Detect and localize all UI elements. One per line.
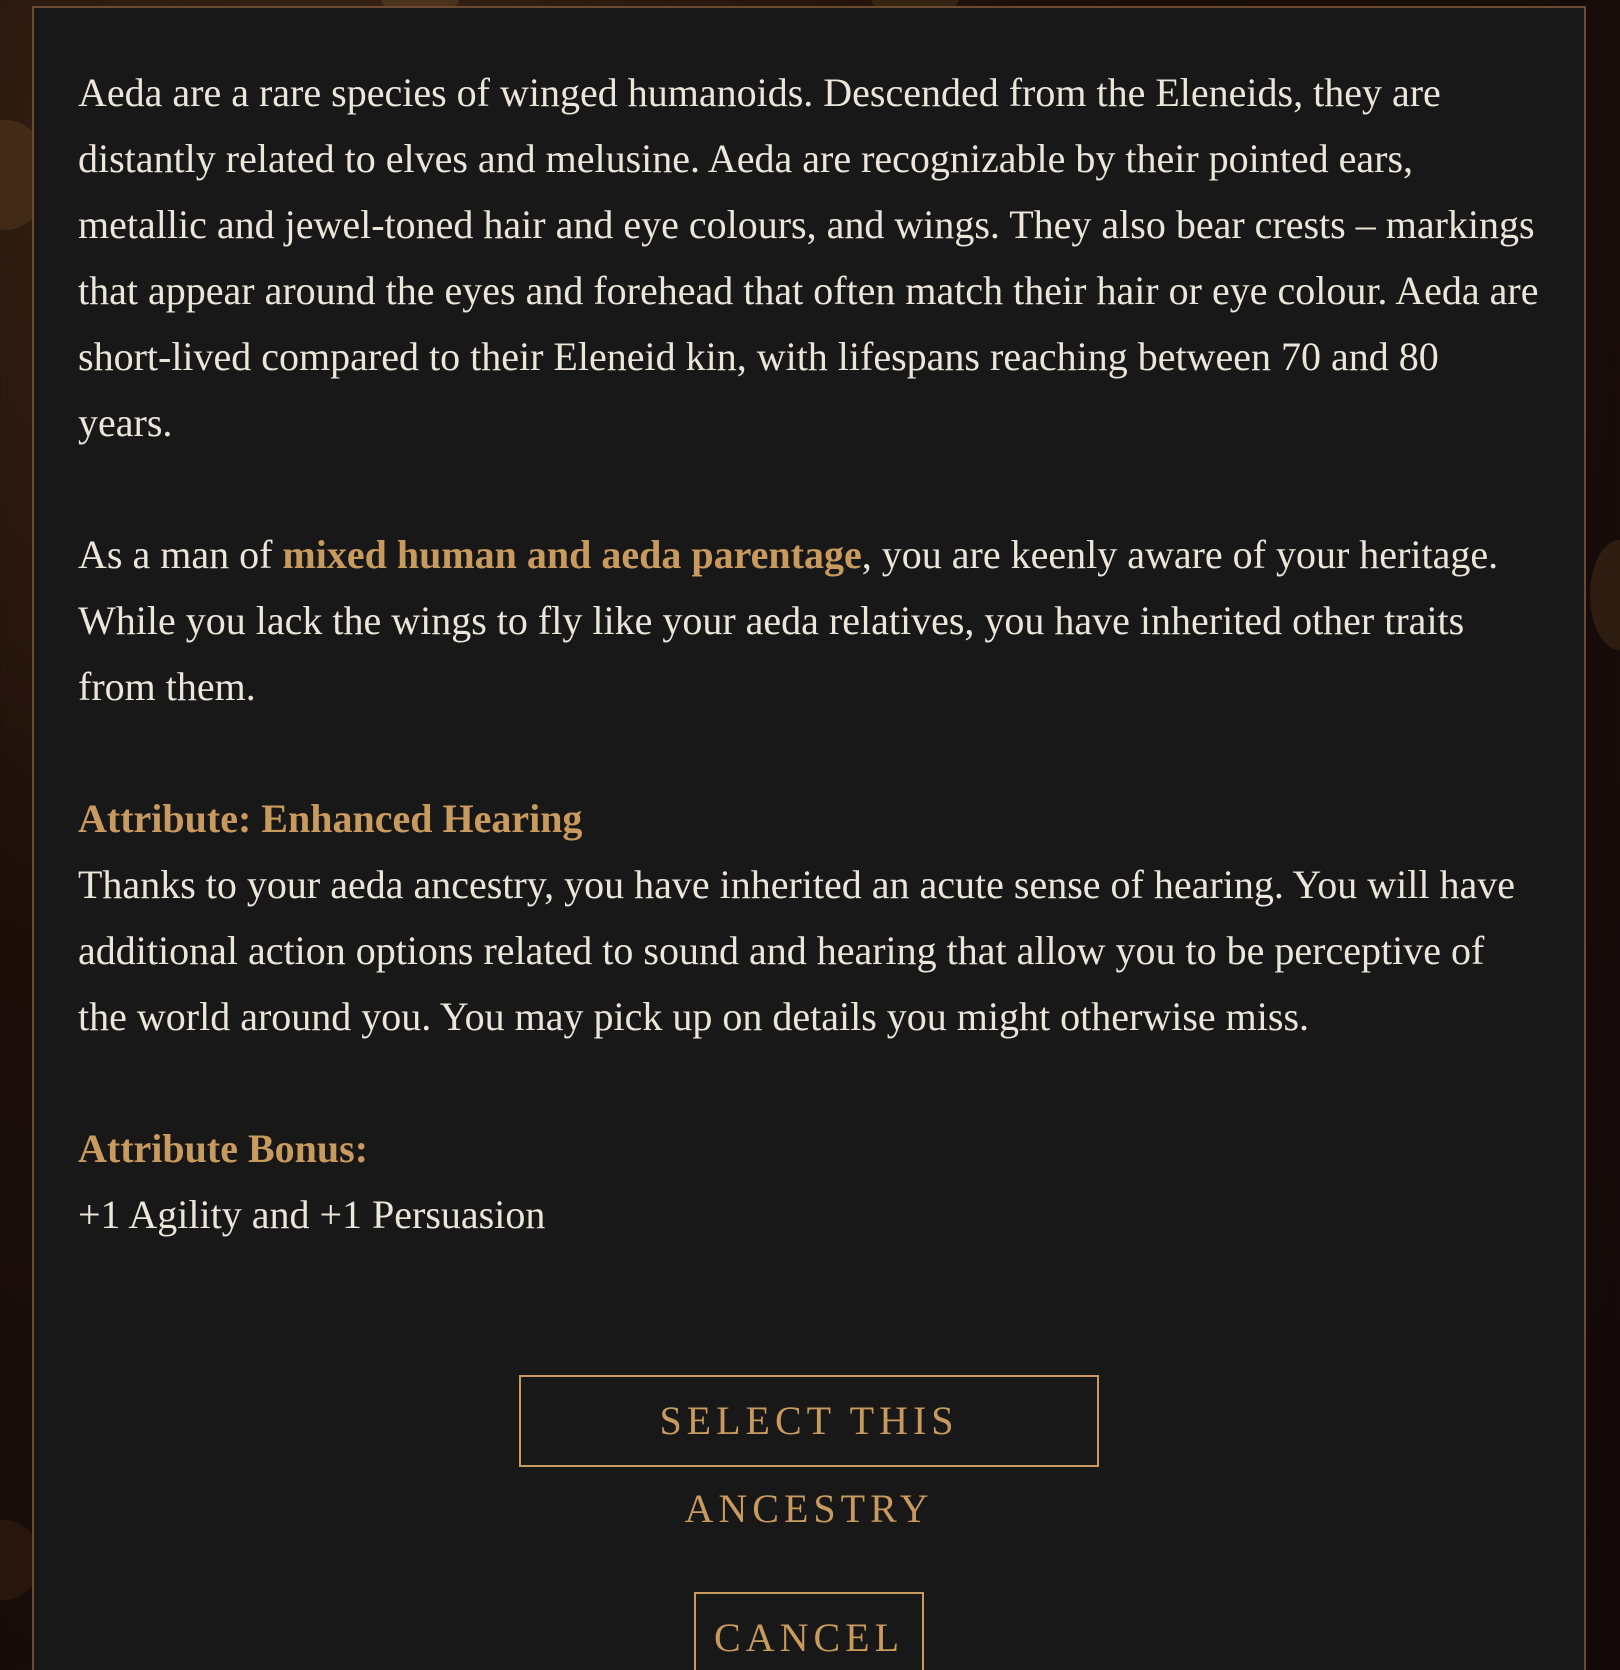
cancel-button[interactable]: CANCEL [694, 1592, 924, 1670]
heritage-description [78, 522, 1540, 720]
background-decoration [1590, 540, 1620, 650]
action-buttons [34, 1375, 1584, 1670]
heritage-highlight: mixed human and aeda parentage [282, 532, 862, 577]
bonus-title: Attribute Bonus: [78, 1126, 369, 1171]
ancestry-description: Aeda are a rare species of winged humanoids. Descended from the Eleneids, they are distantly related to elves and melusine. Aeda are recognizable by their pointed ears, metallic and jewel-toned hair and eye colours, and wings. They also bear crests – markings that appear around the eyes and forehead that often match their hair or eye colour. Aeda are short-lived compared to their Eleneid kin, with lifespans reaching between 70 and 80 years. [78, 70, 1539, 445]
bonus-value: +1 Agility and +1 Persuasion [78, 1192, 546, 1237]
select-ancestry-button[interactable]: SELECT THIS ANCESTRY [519, 1375, 1099, 1467]
heritage-prefix: As a man of [78, 532, 283, 577]
heritage-suffix: , you are keenly aware of your heritage. While you lack the wings to fly like your aeda relatives, you have inherited other traits from them. [78, 532, 1499, 709]
attribute-title: Attribute: Enhanced Hearing [78, 796, 583, 841]
ancestry-details-panel [32, 6, 1586, 1670]
attribute-description: Thanks to your aeda ancestry, you have inherited an acute sense of hearing. You will have additional action options related to sound and hearing that allow you to be perceptive of the world around you. You may pick up on details you might otherwise miss. [78, 862, 1515, 1039]
